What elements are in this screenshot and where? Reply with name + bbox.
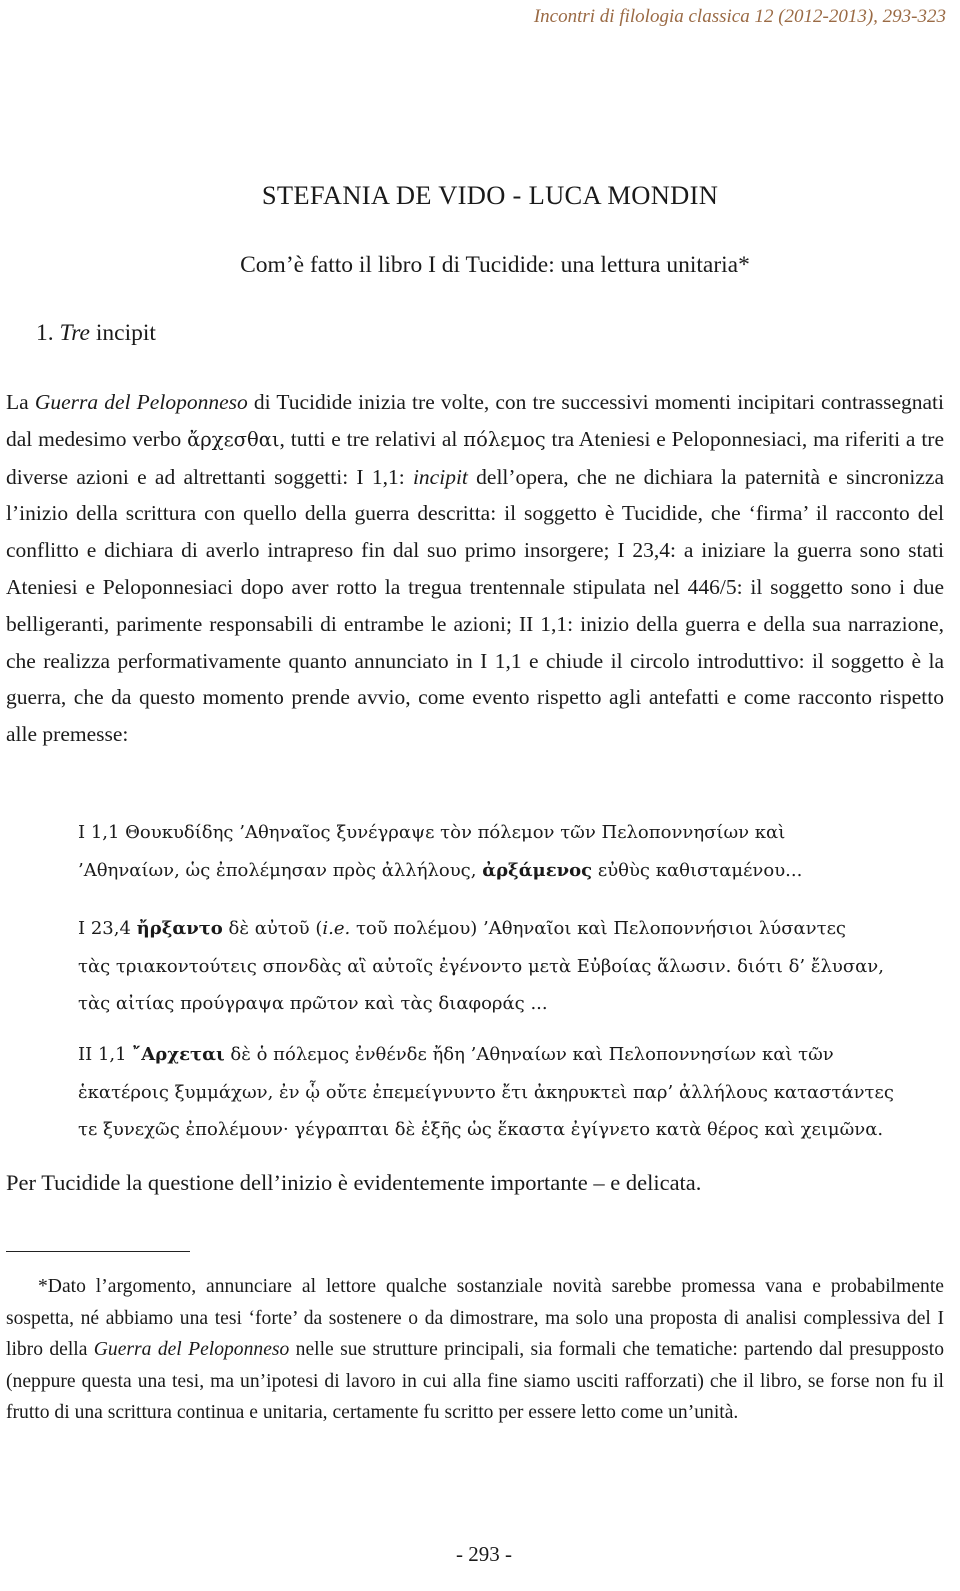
section-heading-italic: Tre [59, 320, 90, 346]
page-number: - 293 - [456, 1542, 512, 1566]
quote-line [78, 1036, 878, 1074]
closing-sentence: Per Tucidide la questione dell’inizio è evidentemente importante – e delicata. [6, 1170, 702, 1195]
footnote-text: nelle sue strutture principali, sia formali che tematiche: partendo dal presupposto (neppure questa una tesi, ma un’ipotesi di lavoro in cui alla fine siamo usciti rafforzati) che il libro, se forse non fu il frutto di una scrittura continua e unitaria, certamente fu scritto per essere letto come un’unità. [6, 1339, 944, 1424]
greek-quotation-1 [78, 814, 878, 889]
quote-text: δὲ ὁ πόλεμος ἐνθένδε ἤδη ’Αθηναίων καὶ Πελοποννησίων καὶ τῶν [224, 1044, 834, 1065]
greek-term: ἄρχεσθαι [187, 427, 280, 451]
quote-bold-verb: ἀρξάμενος [482, 859, 593, 881]
quote-text: εὐθὺς καθισταμένου... [592, 859, 803, 881]
quote-bold-verb: ἤρξαντο [136, 918, 223, 939]
greek-term: πόλεμος [463, 427, 546, 451]
quote-italic: i.e. [322, 918, 351, 939]
quote-line [78, 852, 878, 890]
quote-text: I 1,1 Θουκυδίδης ’Αθηναῖος ξυνέγραψε τὸν πόλεμον τῶν Πελοποννησίων καὶ [78, 822, 786, 843]
article-title: Com’è fatto il libro I di Tucidide: una lettura unitaria* [240, 252, 750, 278]
section-number: 1. [36, 320, 54, 346]
footnote-text: *Dato l’argomento, annunciare al lettore qualche sostanziale novità sarebbe promessa vana e probabilmente sospetta, né abbiamo una tesi ‘forte’ da sostenere o da dimostrare, ma solo una proposta di analisi complessiva del I libro della [6, 1276, 944, 1361]
greek-quotation-2 [78, 910, 884, 1023]
quote-text: I 23,4 [78, 918, 137, 939]
quote-line: ἑκατέροις ξυμμάχων, ἐν ᾧ οὔτε ἐπεμείγνυντο ἔτι ἀκηρυκτεὶ παρ’ ἀλλήλους καταστάντες [78, 1081, 894, 1103]
footnote-rule [6, 1251, 190, 1252]
quote-text: ’Αθηναίων, ὡς ἐπολέμησαν πρὸς ἀλλήλους, [78, 859, 483, 881]
body-text: dell’opera, che ne dichiara la paternità e sincronizza l’inizio della scrittura con quello della guerra descritta: il soggetto è Tucidide, che ‘firma’ il racconto del conflitto e dichiara di averlo intrapreso fin dal suo primo insorgere; I 23,4: a iniziare la guerra sono stati Ateniesi e Peloponnesiaci dopo aver rotto la tregua trentennale stipulata nel 446/5: il soggetto sono i due belligeranti, parimente responsabili di entrambe le azioni; II 1,1: inizio della guerra e della sua narrazione, che realizza performativamente quanto annunciato in I 1,1 e chiude il circolo introduttivo: il soggetto è la guerra, che da questo momento prende avvio, come evento rispetto agli antefatti e come racconto rispetto alle premesse: [6, 464, 944, 747]
section-heading-word: incipit [95, 320, 156, 346]
quote-line [78, 814, 878, 852]
quote-line: τὰς αἰτίας προύγραψα πρῶτον καὶ τὰς διαφοράς ... [78, 993, 548, 1014]
body-text: , tutti e tre relativi al [279, 426, 464, 451]
work-title-italic: Guerra del Peloponneso [34, 390, 248, 414]
greek-quotation-3 [78, 1036, 894, 1149]
article-authors: STEFANIA DE VIDO - LUCA MONDIN [261, 180, 719, 210]
body-paragraph [6, 384, 944, 753]
section-heading [36, 320, 156, 347]
quote-line: τὰς τριακοντούτεις σπονδὰς αἳ αὐτοῖς ἐγένοντο μετὰ Εὐβοίας ἅλωσιν. διότι δ’ ἔλυσαν, [78, 955, 884, 977]
quote-text: II 1,1 [78, 1044, 133, 1065]
body-text: tra Ateniesi e Peloponnesiaci, ma riferiti a tre diverse azioni e ad altrettanti soggetti: I 1,1: [6, 426, 944, 489]
quote-line: τε ξυνεχῶς ἐπολέμουν· γέγραπται δὲ ἑξῆς ὡς ἕκαστα ἐγίγνετο κατὰ θέρος καὶ χειμῶνα. [78, 1119, 884, 1140]
quote-text: τοῦ πολέμου) ’Αθηναῖοι καὶ Πελοποννήσιοι λύσαντες [350, 918, 846, 939]
quote-bold-verb: ῎Αρχεται [132, 1044, 225, 1065]
body-text: La [6, 390, 35, 414]
work-title-italic: Guerra del Peloponneso [93, 1339, 290, 1361]
quote-line [78, 910, 878, 948]
body-text: di Tucidide inizia tre volte, con tre successivi momenti incipitari contrassegnati dal medesimo verbo [6, 390, 945, 451]
footnote [6, 1271, 944, 1429]
incipit-italic: incipit [412, 464, 468, 489]
running-head: Incontri di filologia classica 12 (2012-2013), 293-323 [533, 6, 946, 27]
quote-text: δὲ αὐτοῦ ( [222, 918, 323, 939]
